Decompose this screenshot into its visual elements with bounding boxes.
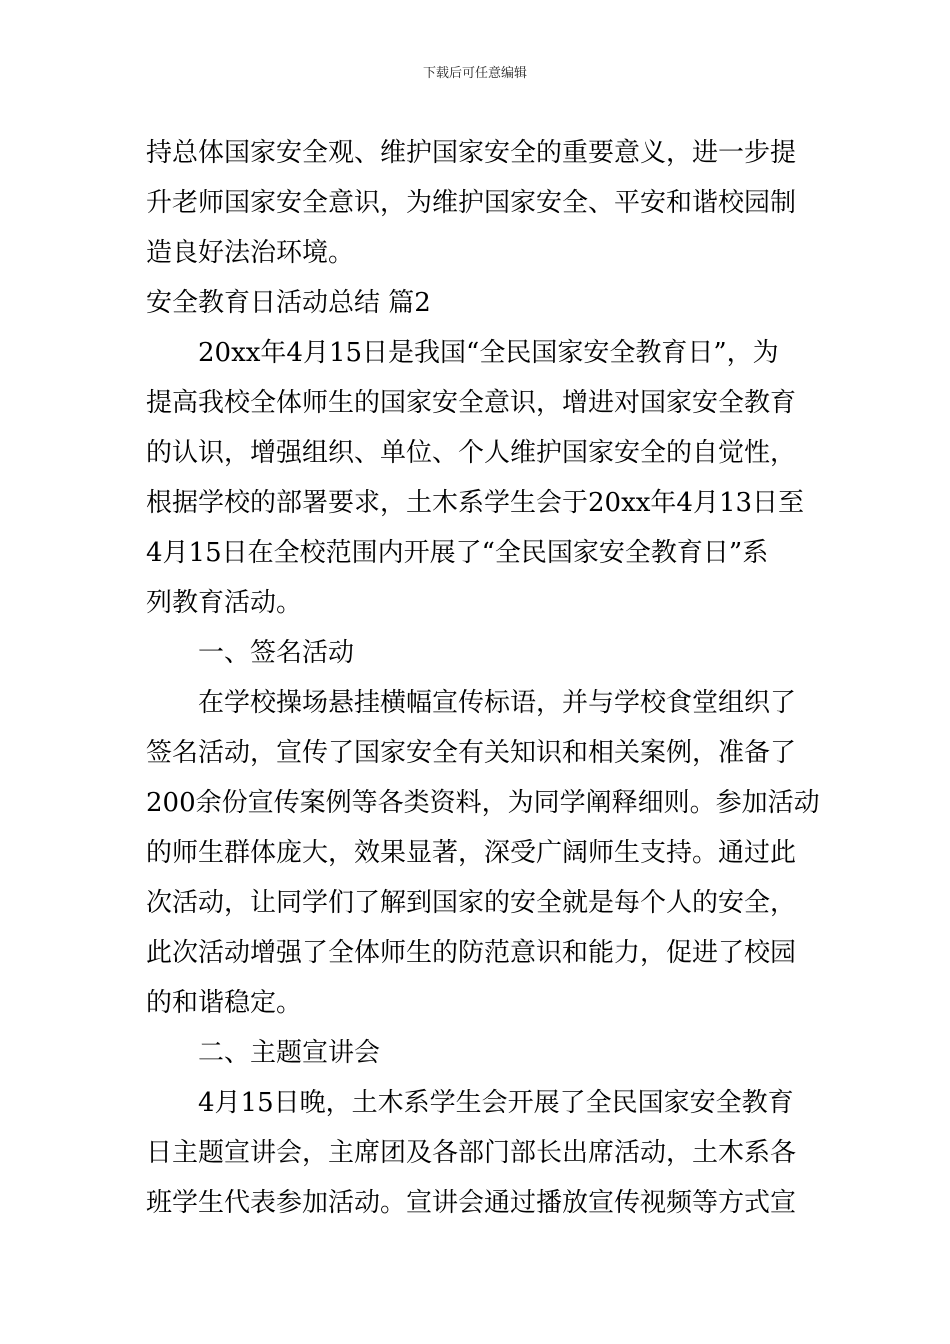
text-line: 持总体国家安全观、维护国家安全的重要意义，进一步提 [146,138,797,168]
text-line: 列教育活动。 [146,588,303,618]
text-line: 4月15日晚，土木系学生会开展了全民国家安全教育 [198,1088,794,1118]
text-line: 日主题宣讲会，主席团及各部门部长出席活动，土木系各 [146,1138,797,1168]
page-header: 下载后可任意编辑 [422,66,527,81]
text-line: 的和谐稳定。 [146,988,303,1018]
document-body [146,128,820,1228]
text-line: 200余份宣传案例等各类资料，为同学阐释细则。参加活动 [146,788,820,818]
text-line: 4月15日在全校范围内开展了“全民国家安全教育日”系 [146,538,769,568]
text-line: 此次活动增强了全体师生的防范意识和能力，促进了校园 [146,938,797,968]
text-line: 的认识，增强组织、单位、个人维护国家安全的自觉性， [146,438,797,468]
section-title: 安全教育日活动总结 篇2 [146,288,431,318]
text-line: 造良好法治环境。 [146,238,355,268]
text-line: 在学校操场悬挂横幅宣传标语，并与学校食堂组织了 [198,688,797,718]
text-line: 次活动，让同学们了解到国家的安全就是每个人的安全， [146,888,797,918]
text-line: 20xx年4月15日是我国“全民国家安全教育日”，为 [198,338,779,368]
subheading: 二、主题宣讲会 [198,1038,381,1068]
subheading: 一、签名活动 [198,638,355,668]
text-line: 根据学校的部署要求，土木系学生会于20xx年4月13日至 [146,488,805,518]
text-line: 升老师国家安全意识，为维护国家安全、平安和谐校园制 [146,188,797,218]
text-line: 签名活动，宣传了国家安全有关知识和相关案例，准备了 [146,738,797,768]
text-line: 班学生代表参加活动。宣讲会通过播放宣传视频等方式宣 [146,1188,797,1218]
text-line: 提高我校全体师生的国家安全意识，增进对国家安全教育 [146,388,797,418]
text-line: 的师生群体庞大，效果显著，深受广阔师生支持。通过此 [146,838,797,868]
